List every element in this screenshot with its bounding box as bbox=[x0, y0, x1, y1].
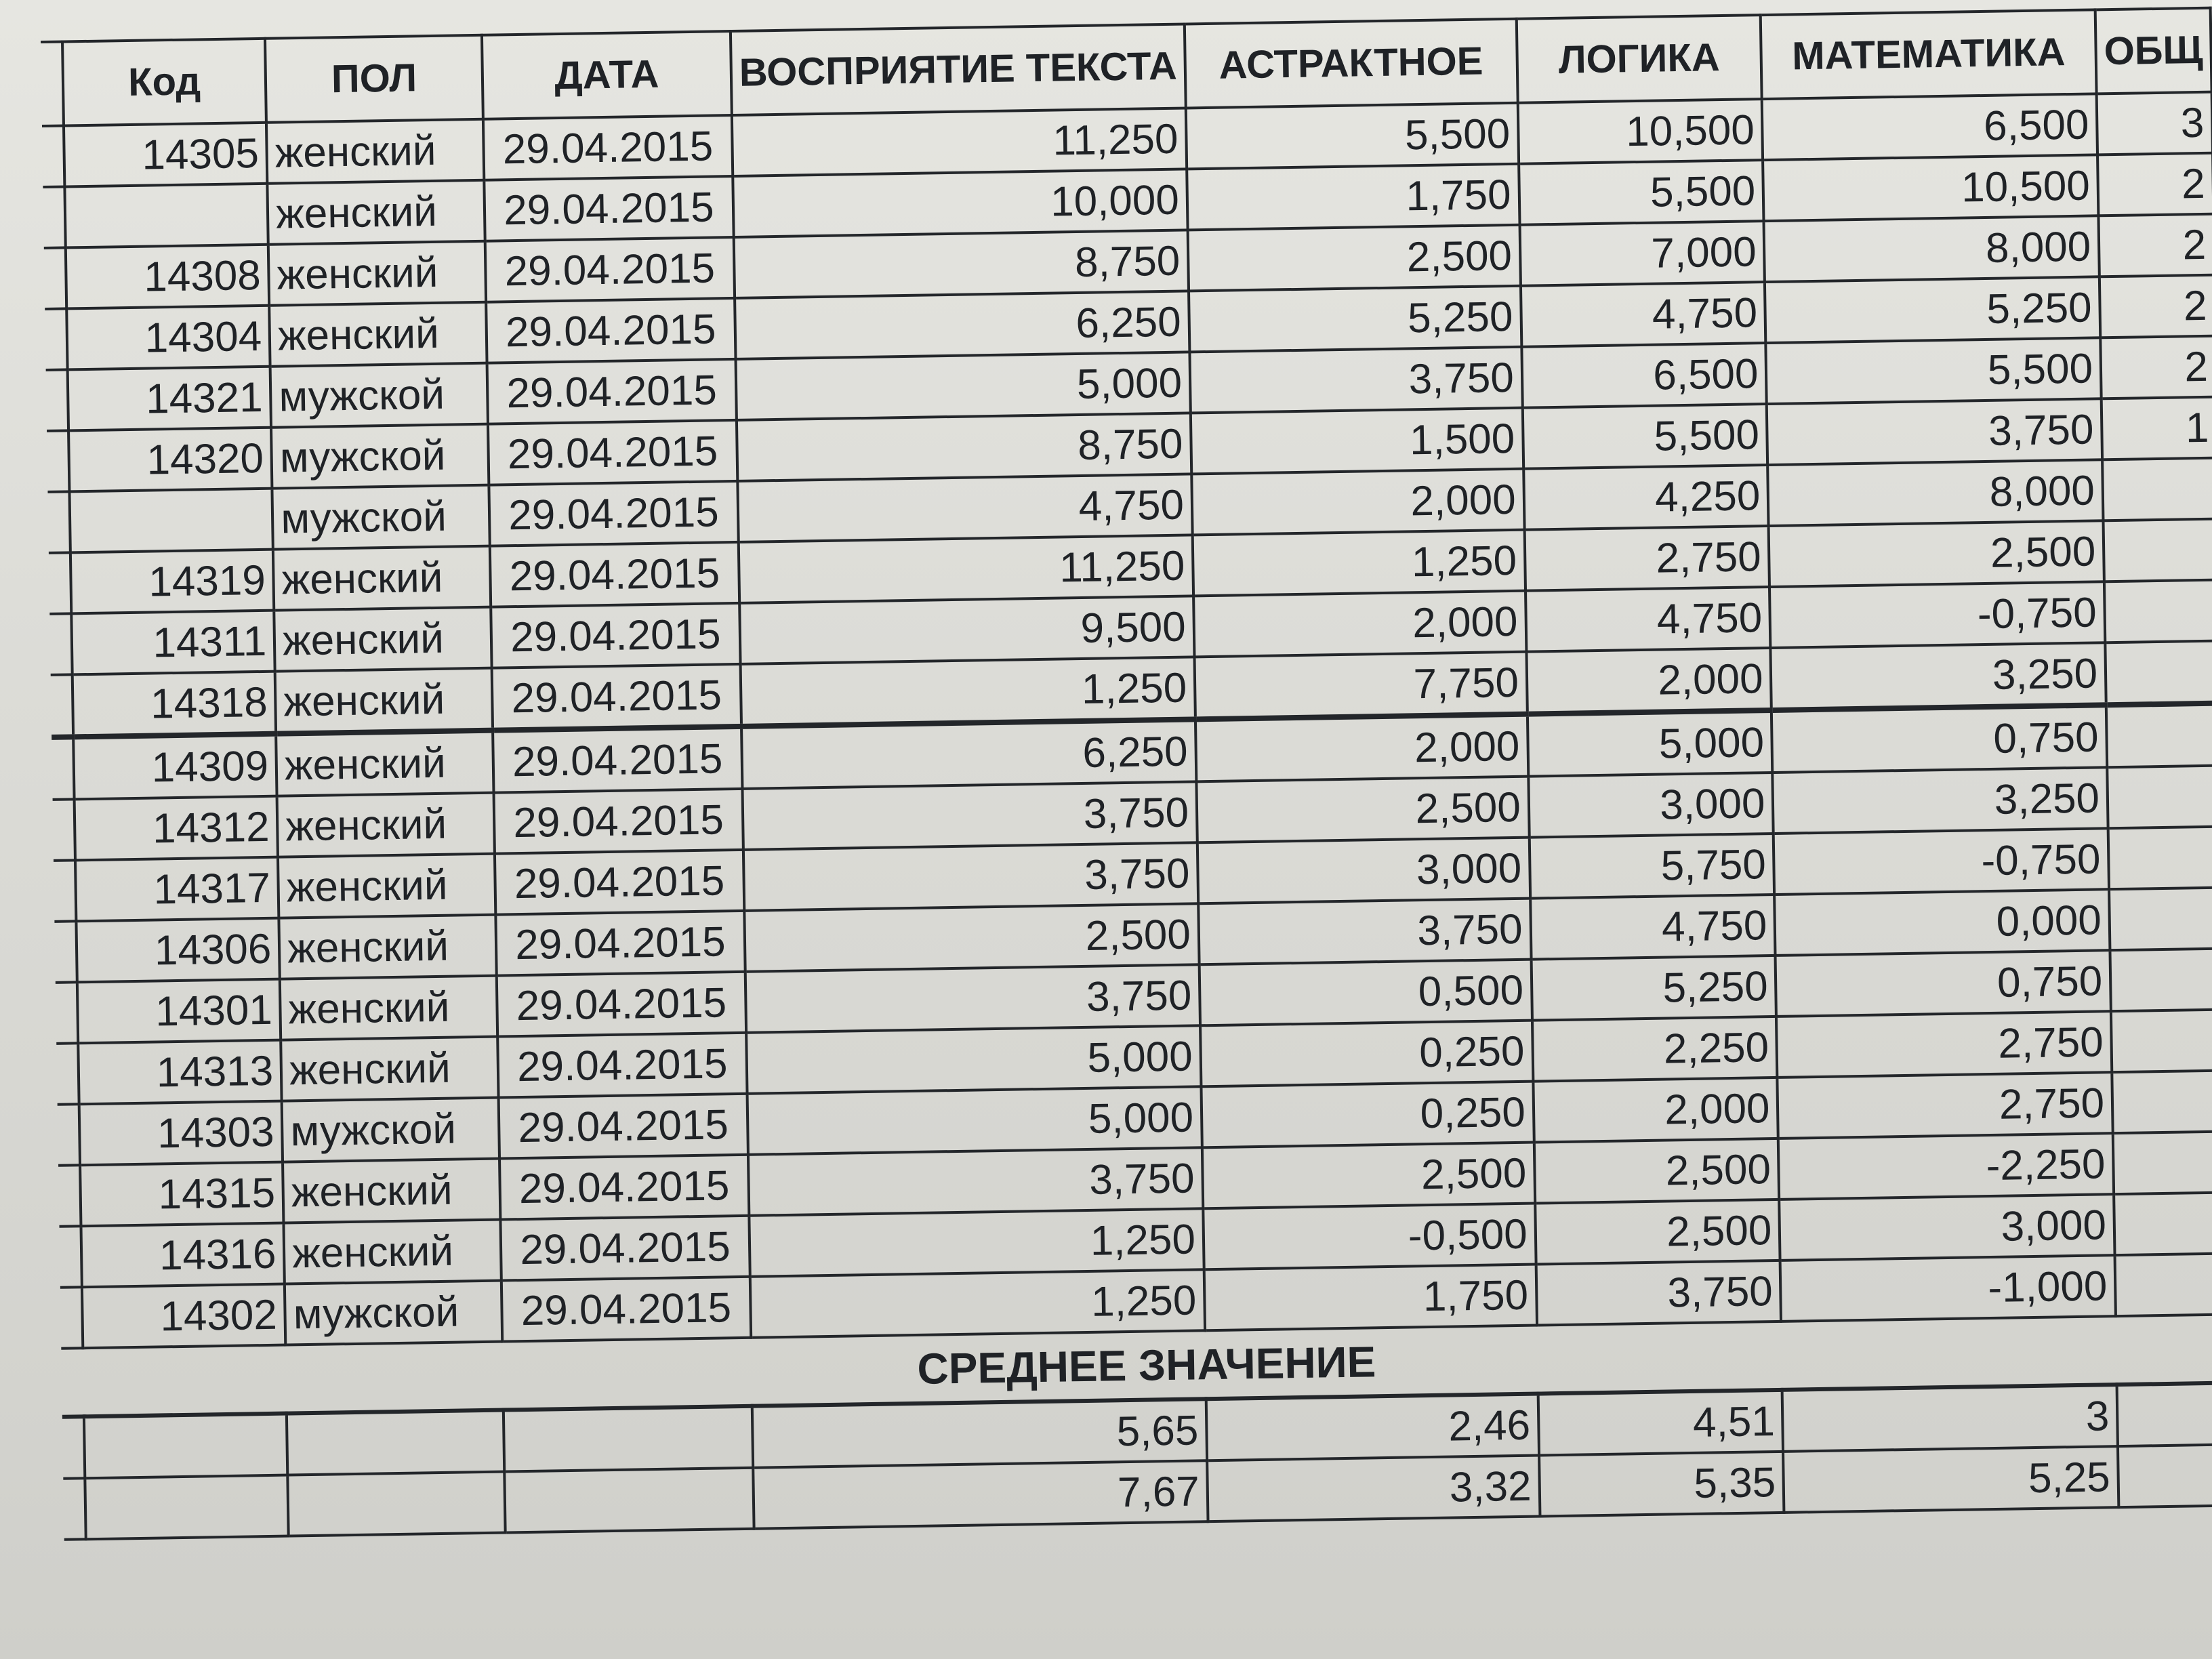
header-total: ОБЩ bbox=[2095, 8, 2212, 94]
cell-math: 3,250 bbox=[1771, 642, 2106, 710]
cell-abstract: 2,000 bbox=[1193, 591, 1526, 657]
cell-math: 2,500 bbox=[1769, 520, 2104, 587]
cell-abstract: 1,250 bbox=[1193, 530, 1525, 596]
cell-perception: 10,000 bbox=[733, 169, 1187, 237]
cell-date: 29.04.2015 bbox=[491, 603, 740, 668]
cell-total bbox=[2109, 888, 2212, 951]
cell-sex: женский bbox=[283, 1159, 500, 1223]
header-code: Код bbox=[62, 39, 266, 126]
cell-sex: женский bbox=[273, 546, 491, 611]
cell-abstract: 0,500 bbox=[1200, 960, 1532, 1026]
header-perception: ВОСПРИЯТИЕ ТЕКСТА bbox=[731, 24, 1186, 115]
cell-sex: женский bbox=[274, 607, 491, 672]
mean-math: 3 bbox=[1782, 1385, 2118, 1452]
cell-perception: 6,250 bbox=[735, 291, 1189, 359]
header-abstract: АСТРАКТНОЕ bbox=[1185, 19, 1518, 108]
cell-logic: 10,500 bbox=[1517, 99, 1763, 164]
mean-abstract: 3,32 bbox=[1207, 1456, 1540, 1522]
cell-sex: мужской bbox=[270, 363, 488, 428]
cell-perception: 1,250 bbox=[749, 1208, 1204, 1277]
mean-empty-cell bbox=[84, 1414, 288, 1479]
mean-perception: 5,65 bbox=[752, 1399, 1207, 1468]
cell-logic: 7,000 bbox=[1519, 221, 1765, 286]
cell-perception: 1,250 bbox=[740, 657, 1195, 726]
cell-logic: 5,250 bbox=[1531, 956, 1776, 1021]
cell-code: 14311 bbox=[71, 611, 275, 675]
cell-date: 29.04.2015 bbox=[490, 542, 739, 607]
cell-perception: 9,500 bbox=[739, 596, 1194, 664]
cell-sex: женский bbox=[268, 241, 486, 306]
cell-abstract: 1,750 bbox=[1204, 1265, 1537, 1331]
mean-empty-cell bbox=[504, 1468, 754, 1533]
scores-table bbox=[41, 7, 2212, 1541]
cell-perception: 3,750 bbox=[743, 842, 1198, 911]
cell-logic: 2,750 bbox=[1524, 526, 1769, 591]
mean-lead-cell bbox=[63, 1478, 85, 1539]
mean-perception: 7,67 bbox=[753, 1460, 1208, 1529]
header-logic: ЛОГИКА bbox=[1516, 15, 1762, 103]
cell-perception: 11,250 bbox=[732, 108, 1187, 176]
lead-header-cell bbox=[41, 41, 64, 125]
cell-sex: женский bbox=[266, 119, 484, 184]
cell-total bbox=[2102, 458, 2212, 521]
cell-abstract: 1,500 bbox=[1191, 408, 1523, 474]
cell-math: -1,000 bbox=[1780, 1255, 2116, 1322]
cell-math: 8,000 bbox=[1764, 216, 2100, 282]
mean-lead-cell bbox=[62, 1416, 85, 1478]
cell-total: 1 bbox=[2102, 397, 2212, 460]
cell-total bbox=[2108, 827, 2212, 890]
cell-abstract: 2,000 bbox=[1195, 714, 1528, 782]
row-lead-cell bbox=[46, 369, 68, 430]
cell-math: 6,500 bbox=[1762, 94, 2097, 160]
cell-code: 14309 bbox=[73, 734, 277, 800]
cell-date: 29.04.2015 bbox=[485, 237, 735, 302]
cell-perception: 1,250 bbox=[750, 1269, 1205, 1338]
row-lead-cell bbox=[56, 982, 78, 1043]
cell-sex: женский bbox=[268, 180, 485, 245]
cell-code: 14321 bbox=[68, 367, 272, 431]
cell-date: 29.04.2015 bbox=[484, 176, 733, 241]
row-lead-cell bbox=[53, 799, 75, 860]
cell-sex: женский bbox=[269, 302, 487, 367]
row-lead-cell bbox=[52, 737, 74, 799]
cell-perception: 5,000 bbox=[746, 1025, 1201, 1094]
cell-logic: 2,500 bbox=[1535, 1200, 1780, 1265]
cell-math: 3,000 bbox=[1780, 1194, 2115, 1261]
row-lead-cell bbox=[58, 1165, 81, 1226]
cell-date: 29.04.2015 bbox=[495, 850, 744, 915]
cell-code bbox=[64, 184, 268, 248]
row-lead-cell bbox=[54, 860, 76, 921]
cell-date: 29.04.2015 bbox=[487, 359, 736, 424]
cell-code: 14302 bbox=[82, 1284, 286, 1349]
cell-date: 29.04.2015 bbox=[493, 726, 742, 793]
cell-logic: 2,250 bbox=[1532, 1017, 1778, 1082]
cell-total bbox=[2106, 703, 2212, 768]
row-lead-cell bbox=[56, 1043, 79, 1104]
cell-logic: 4,750 bbox=[1525, 587, 1771, 652]
cell-logic: 3,000 bbox=[1528, 773, 1774, 838]
cell-math: 2,750 bbox=[1776, 1011, 2112, 1078]
cell-sex: женский bbox=[275, 668, 493, 734]
cell-logic: 5,750 bbox=[1529, 834, 1774, 899]
cell-logic: 2,000 bbox=[1526, 648, 1771, 714]
cell-total bbox=[2113, 1132, 2212, 1195]
cell-abstract: 1,750 bbox=[1187, 164, 1519, 230]
cell-logic: 4,750 bbox=[1530, 895, 1776, 960]
mean-empty-cell bbox=[2117, 1382, 2212, 1446]
cell-total: 3 bbox=[2097, 92, 2212, 155]
cell-abstract: 5,250 bbox=[1189, 286, 1521, 352]
row-lead-cell bbox=[45, 308, 67, 369]
cell-total: 2 bbox=[2098, 214, 2212, 277]
row-lead-cell bbox=[59, 1226, 81, 1287]
cell-math: 3,250 bbox=[1773, 767, 2108, 834]
mean-empty-cell bbox=[504, 1406, 753, 1472]
cell-perception: 5,000 bbox=[747, 1086, 1202, 1155]
cell-total bbox=[2111, 1010, 2212, 1073]
cell-code: 14317 bbox=[75, 857, 279, 922]
cell-sex: мужской bbox=[272, 485, 490, 550]
header-sex: ПОЛ bbox=[265, 35, 483, 123]
cell-perception: 3,750 bbox=[748, 1147, 1203, 1216]
cell-perception: 8,750 bbox=[734, 230, 1189, 298]
cell-abstract: -0,500 bbox=[1203, 1204, 1536, 1270]
cell-perception: 3,750 bbox=[745, 964, 1200, 1033]
cell-math: 0,000 bbox=[1775, 889, 2110, 956]
cell-math: 5,500 bbox=[1766, 337, 2102, 404]
mean-empty-cell bbox=[288, 1472, 506, 1536]
cell-code: 14313 bbox=[78, 1040, 282, 1105]
row-lead-cell bbox=[51, 674, 73, 737]
cell-logic: 4,750 bbox=[1521, 282, 1766, 347]
row-lead-cell bbox=[60, 1287, 83, 1348]
cell-logic: 5,500 bbox=[1522, 404, 1767, 469]
cell-code: 14312 bbox=[75, 796, 279, 861]
cell-math: 8,000 bbox=[1768, 459, 2104, 526]
cell-code bbox=[69, 489, 273, 553]
cell-code: 14301 bbox=[77, 979, 281, 1044]
cell-math: 0,750 bbox=[1776, 950, 2111, 1017]
mean-empty-cell bbox=[2118, 1444, 2212, 1507]
mean-math: 5,25 bbox=[1783, 1446, 2118, 1513]
cell-sex: женский bbox=[276, 731, 493, 796]
mean-logic: 4,51 bbox=[1538, 1390, 1783, 1456]
cell-abstract: 3,000 bbox=[1197, 838, 1530, 904]
cell-sex: мужской bbox=[282, 1098, 499, 1162]
cell-abstract: 5,500 bbox=[1186, 103, 1519, 169]
cell-code: 14306 bbox=[76, 918, 280, 983]
cell-perception: 3,750 bbox=[742, 781, 1197, 850]
cell-sex: женский bbox=[277, 793, 495, 857]
mean-logic: 5,35 bbox=[1539, 1452, 1784, 1517]
cell-sex: женский bbox=[280, 976, 497, 1040]
cell-total: 2 bbox=[2097, 153, 2212, 216]
mean-section bbox=[61, 1314, 2212, 1539]
cell-logic: 2,500 bbox=[1534, 1139, 1780, 1204]
cell-perception: 5,000 bbox=[735, 352, 1190, 420]
mean-abstract: 2,46 bbox=[1206, 1394, 1539, 1461]
cell-code: 14319 bbox=[70, 550, 274, 614]
cell-date: 29.04.2015 bbox=[499, 1155, 749, 1220]
cell-logic: 4,250 bbox=[1523, 465, 1769, 530]
cell-total: 2 bbox=[2100, 336, 2212, 399]
cell-abstract: 2,500 bbox=[1187, 225, 1520, 291]
cell-abstract: 0,250 bbox=[1200, 1021, 1533, 1087]
cell-sex: мужской bbox=[271, 424, 489, 489]
cell-math: -0,750 bbox=[1769, 581, 2105, 648]
cell-total bbox=[2107, 766, 2212, 829]
cell-abstract: 7,750 bbox=[1194, 652, 1527, 720]
cell-date: 29.04.2015 bbox=[498, 1094, 747, 1159]
cell-date: 29.04.2015 bbox=[497, 972, 746, 1037]
cell-abstract: 3,750 bbox=[1198, 899, 1531, 965]
cell-date: 29.04.2015 bbox=[493, 789, 743, 854]
cell-sex: женский bbox=[284, 1220, 501, 1284]
cell-perception: 6,250 bbox=[741, 719, 1196, 789]
cell-total bbox=[2104, 519, 2212, 582]
cell-abstract: 3,750 bbox=[1189, 347, 1522, 413]
cell-code: 14305 bbox=[64, 123, 268, 187]
cell-date: 29.04.2015 bbox=[492, 664, 741, 731]
cell-abstract: 2,500 bbox=[1196, 777, 1529, 843]
cell-abstract: 0,250 bbox=[1201, 1082, 1534, 1148]
cell-total bbox=[2105, 641, 2212, 705]
cell-date: 29.04.2015 bbox=[486, 298, 735, 363]
row-lead-cell bbox=[42, 125, 64, 186]
cell-logic: 2,000 bbox=[1533, 1078, 1778, 1143]
cell-code: 14315 bbox=[80, 1162, 284, 1227]
cell-total bbox=[2114, 1192, 2212, 1255]
cell-date: 29.04.2015 bbox=[497, 1033, 747, 1098]
cell-date: 29.04.2015 bbox=[500, 1216, 750, 1281]
cell-date: 29.04.2015 bbox=[483, 115, 733, 180]
cell-code: 14308 bbox=[66, 245, 270, 309]
cell-perception: 4,750 bbox=[737, 474, 1192, 542]
row-lead-cell bbox=[49, 552, 71, 613]
cell-sex: мужской bbox=[285, 1281, 502, 1345]
cell-total bbox=[2115, 1253, 2212, 1316]
cell-code: 14318 bbox=[73, 672, 276, 737]
row-lead-cell bbox=[58, 1104, 80, 1165]
cell-code: 14316 bbox=[81, 1223, 285, 1288]
row-lead-cell bbox=[47, 430, 69, 491]
cell-total: 2 bbox=[2100, 275, 2212, 338]
printed-sheet bbox=[41, 7, 2212, 1541]
cell-date: 29.04.2015 bbox=[501, 1277, 751, 1342]
mean-label: СРЕДНЕЕ ЗНАЧЕНИЕ bbox=[61, 1314, 2212, 1416]
cell-code: 14304 bbox=[66, 306, 270, 370]
row-lead-cell bbox=[43, 186, 65, 247]
cell-date: 29.04.2015 bbox=[489, 481, 738, 546]
cell-abstract: 2,500 bbox=[1202, 1143, 1535, 1209]
cell-math: 3,750 bbox=[1767, 398, 2102, 465]
cell-perception: 2,500 bbox=[744, 903, 1199, 972]
row-lead-cell bbox=[54, 921, 77, 982]
cell-math: -2,250 bbox=[1778, 1133, 2114, 1200]
cell-abstract: 2,000 bbox=[1191, 469, 1524, 535]
cell-math: 2,750 bbox=[1778, 1072, 2113, 1139]
cell-date: 29.04.2015 bbox=[495, 911, 745, 976]
mean-empty-cell bbox=[287, 1410, 504, 1475]
header-date: ДАТА bbox=[482, 31, 732, 119]
mean-empty-cell bbox=[85, 1475, 289, 1540]
cell-logic: 5,000 bbox=[1528, 710, 1773, 777]
header-math: МАТЕМАТИКА bbox=[1761, 9, 2097, 99]
row-lead-cell bbox=[44, 247, 66, 308]
cell-code: 14303 bbox=[79, 1101, 283, 1166]
cell-math: -0,750 bbox=[1774, 828, 2109, 895]
cell-sex: женский bbox=[278, 854, 495, 918]
cell-math: 0,750 bbox=[1771, 705, 2107, 773]
cell-date: 29.04.2015 bbox=[488, 420, 737, 485]
cell-total bbox=[2104, 580, 2212, 643]
rows-body bbox=[42, 92, 2212, 1349]
cell-logic: 6,500 bbox=[1521, 343, 1767, 408]
cell-sex: женский bbox=[281, 1037, 498, 1101]
cell-logic: 3,750 bbox=[1536, 1261, 1781, 1326]
cell-logic: 5,500 bbox=[1519, 160, 1764, 225]
row-lead-cell bbox=[47, 491, 70, 552]
cell-total bbox=[2112, 1071, 2212, 1134]
cell-code: 14320 bbox=[68, 428, 272, 492]
row-lead-cell bbox=[49, 613, 72, 674]
cell-perception: 8,750 bbox=[737, 413, 1191, 481]
cell-perception: 11,250 bbox=[739, 535, 1193, 603]
cell-math: 5,250 bbox=[1765, 276, 2100, 343]
cell-total bbox=[2110, 949, 2212, 1012]
cell-sex: женский bbox=[279, 915, 497, 979]
cell-math: 10,500 bbox=[1763, 155, 2098, 221]
